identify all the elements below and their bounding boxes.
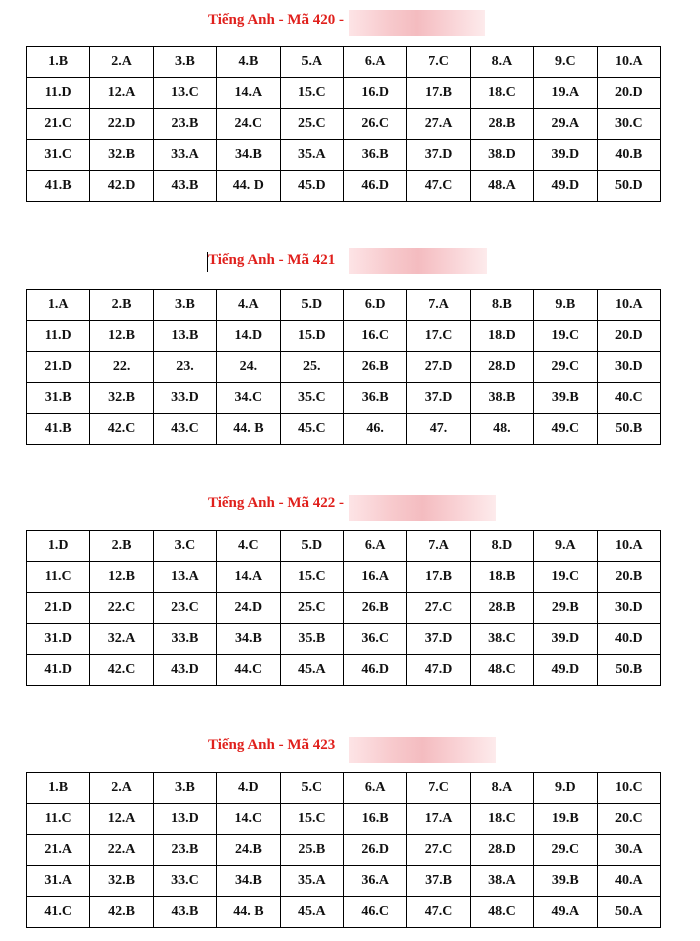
answer-cell: 38.C (470, 624, 533, 655)
table-row (27, 655, 661, 686)
answer-cell: 12.A (90, 78, 153, 109)
answer-cell: 27.C (407, 835, 470, 866)
answer-cell: 28.D (470, 352, 533, 383)
answer-cell: 28.B (470, 593, 533, 624)
answer-cell: 28.D (470, 835, 533, 866)
answer-cell: 8.B (470, 290, 533, 321)
answer-cell: 8.D (470, 531, 533, 562)
answer-cell: 24.B (217, 835, 280, 866)
answer-cell: 17.B (407, 78, 470, 109)
table-row (27, 321, 661, 352)
answer-cell: 34.B (217, 624, 280, 655)
answer-cell: 49.D (534, 655, 597, 686)
answer-cell: 4.A (217, 290, 280, 321)
answer-cell: 32.B (90, 140, 153, 171)
answer-cell: 5.A (280, 47, 343, 78)
answer-cell: 32.A (90, 624, 153, 655)
answer-cell: 5.D (280, 531, 343, 562)
answer-cell: 23.B (153, 835, 216, 866)
answer-cell: 36.B (343, 383, 406, 414)
answer-table-421 (26, 289, 661, 445)
table-row (27, 414, 661, 445)
answer-cell: 27.A (407, 109, 470, 140)
answer-cell: 13.B (153, 321, 216, 352)
answer-cell: 31.C (27, 140, 90, 171)
answer-cell: 41.C (27, 897, 90, 928)
answer-cell: 22. (90, 352, 153, 383)
answer-cell: 33.B (153, 624, 216, 655)
answer-cell: 24.C (217, 109, 280, 140)
answer-cell: 14.C (217, 804, 280, 835)
answer-cell: 16.A (343, 562, 406, 593)
answer-cell: 20.D (597, 78, 660, 109)
answer-cell: 46.C (343, 897, 406, 928)
answer-cell: 5.C (280, 773, 343, 804)
answer-cell: 25.B (280, 835, 343, 866)
answer-cell: 6.A (343, 773, 406, 804)
table-row (27, 352, 661, 383)
answer-cell: 44. D (217, 171, 280, 202)
answer-cell: 35.A (280, 140, 343, 171)
answer-cell: 19.C (534, 562, 597, 593)
answer-cell: 2.B (90, 290, 153, 321)
section-header-421 (0, 248, 700, 276)
answer-cell: 32.B (90, 866, 153, 897)
table-row (27, 140, 661, 171)
answer-cell: 47. (407, 414, 470, 445)
answer-cell: 1.A (27, 290, 90, 321)
answer-cell: 22.C (90, 593, 153, 624)
redacted-area (349, 495, 496, 521)
answer-cell: 18.C (470, 78, 533, 109)
answer-cell: 10.A (597, 47, 660, 78)
answer-cell: 12.A (90, 804, 153, 835)
answer-cell: 7.C (407, 773, 470, 804)
answer-cell: 4.C (217, 531, 280, 562)
answer-cell: 48.A (470, 171, 533, 202)
answer-cell: 19.B (534, 804, 597, 835)
table-row (27, 290, 661, 321)
answer-cell: 4.B (217, 47, 280, 78)
answer-cell: 10.A (597, 290, 660, 321)
answer-cell: 45.A (280, 897, 343, 928)
answer-cell: 48.C (470, 897, 533, 928)
answer-cell: 17.C (407, 321, 470, 352)
answer-cell: 2.A (90, 47, 153, 78)
answer-cell: 20.C (597, 804, 660, 835)
answer-cell: 46.D (343, 171, 406, 202)
table-row (27, 804, 661, 835)
answer-cell: 34.B (217, 866, 280, 897)
answer-cell: 9.D (534, 773, 597, 804)
answer-cell: 1.B (27, 47, 90, 78)
answer-cell: 38.A (470, 866, 533, 897)
answer-cell: 17.A (407, 804, 470, 835)
answer-cell: 14.A (217, 562, 280, 593)
answer-cell: 7.A (407, 290, 470, 321)
redacted-area (349, 737, 496, 763)
answer-cell: 2.A (90, 773, 153, 804)
answer-cell: 31.A (27, 866, 90, 897)
answer-cell: 23. (153, 352, 216, 383)
answer-cell: 38.D (470, 140, 533, 171)
answer-cell: 16.C (343, 321, 406, 352)
answer-cell: 45.C (280, 414, 343, 445)
answer-cell: 16.D (343, 78, 406, 109)
answer-cell: 20.B (597, 562, 660, 593)
answer-cell: 7.C (407, 47, 470, 78)
answer-cell: 35.A (280, 866, 343, 897)
answer-cell: 37.B (407, 866, 470, 897)
answer-cell: 42.C (90, 655, 153, 686)
answer-cell: 21.D (27, 352, 90, 383)
answer-cell: 25.C (280, 593, 343, 624)
answer-cell: 37.D (407, 140, 470, 171)
table-row (27, 624, 661, 655)
answer-cell: 37.D (407, 624, 470, 655)
answer-cell: 29.C (534, 352, 597, 383)
answer-cell: 35.C (280, 383, 343, 414)
answer-cell: 41.B (27, 414, 90, 445)
answer-cell: 50.B (597, 655, 660, 686)
answer-cell: 35.B (280, 624, 343, 655)
answer-cell: 3.B (153, 47, 216, 78)
answer-cell: 44. B (217, 897, 280, 928)
answer-cell: 20.D (597, 321, 660, 352)
answer-cell: 36.B (343, 140, 406, 171)
answer-cell: 30.D (597, 593, 660, 624)
answer-cell: 38.B (470, 383, 533, 414)
answer-cell: 26.D (343, 835, 406, 866)
answer-cell: 33.D (153, 383, 216, 414)
answer-cell: 48.C (470, 655, 533, 686)
answer-cell: 29.C (534, 835, 597, 866)
answer-cell: 12.B (90, 562, 153, 593)
answer-cell: 6.A (343, 47, 406, 78)
answer-cell: 36.A (343, 866, 406, 897)
answer-cell: 22.A (90, 835, 153, 866)
answer-cell: 31.D (27, 624, 90, 655)
answer-cell: 50.A (597, 897, 660, 928)
table-row (27, 562, 661, 593)
table-row (27, 897, 661, 928)
answer-cell: 9.A (534, 531, 597, 562)
answer-cell: 18.D (470, 321, 533, 352)
answer-cell: 34.B (217, 140, 280, 171)
answer-table-422 (26, 530, 661, 686)
answer-cell: 40.C (597, 383, 660, 414)
answer-cell: 21.D (27, 593, 90, 624)
answer-cell: 18.B (470, 562, 533, 593)
table-row (27, 835, 661, 866)
answer-cell: 18.C (470, 804, 533, 835)
answer-cell: 10.C (597, 773, 660, 804)
answer-cell: 13.D (153, 804, 216, 835)
table-row (27, 531, 661, 562)
answer-cell: 39.D (534, 140, 597, 171)
answer-cell: 50.D (597, 171, 660, 202)
answer-cell: 17.B (407, 562, 470, 593)
section-title: Tiếng Anh - Mã 420 - (208, 12, 344, 28)
answer-cell: 33.A (153, 140, 216, 171)
answer-cell: 43.D (153, 655, 216, 686)
answer-cell: 27.C (407, 593, 470, 624)
section-title: Tiếng Anh - Mã 423 (208, 737, 336, 753)
answer-cell: 39.B (534, 866, 597, 897)
answer-cell: 47.D (407, 655, 470, 686)
answer-cell: 44.C (217, 655, 280, 686)
answer-cell: 45.A (280, 655, 343, 686)
answer-cell: 14.D (217, 321, 280, 352)
answer-cell: 21.A (27, 835, 90, 866)
answer-cell: 3.B (153, 773, 216, 804)
answer-cell: 13.A (153, 562, 216, 593)
answer-cell: 8.A (470, 47, 533, 78)
redacted-area (349, 248, 487, 274)
answer-cell: 41.D (27, 655, 90, 686)
answer-cell: 47.C (407, 897, 470, 928)
table-row (27, 773, 661, 804)
answer-cell: 15.D (280, 321, 343, 352)
answer-cell: 43.B (153, 897, 216, 928)
answer-cell: 15.C (280, 562, 343, 593)
answer-cell: 23.C (153, 593, 216, 624)
answer-cell: 40.A (597, 866, 660, 897)
answer-cell: 11.D (27, 78, 90, 109)
answer-cell: 1.D (27, 531, 90, 562)
answer-cell: 11.D (27, 321, 90, 352)
answer-cell: 46. (343, 414, 406, 445)
answer-cell: 26.C (343, 109, 406, 140)
answer-cell: 42.C (90, 414, 153, 445)
answer-cell: 43.B (153, 171, 216, 202)
answer-cell: 16.B (343, 804, 406, 835)
table-row (27, 383, 661, 414)
answer-cell: 29.A (534, 109, 597, 140)
answer-cell: 23.B (153, 109, 216, 140)
answer-cell: 40.D (597, 624, 660, 655)
answer-cell: 26.B (343, 593, 406, 624)
table-row (27, 47, 661, 78)
section-header-422 (0, 491, 700, 519)
answer-cell: 11.C (27, 804, 90, 835)
answer-cell: 3.B (153, 290, 216, 321)
answer-cell: 10.A (597, 531, 660, 562)
answer-cell: 4.D (217, 773, 280, 804)
answer-cell: 49.A (534, 897, 597, 928)
answer-cell: 15.C (280, 78, 343, 109)
answer-cell: 13.C (153, 78, 216, 109)
answer-cell: 39.B (534, 383, 597, 414)
answer-cell: 21.C (27, 109, 90, 140)
answer-cell: 14.A (217, 78, 280, 109)
answer-cell: 42.B (90, 897, 153, 928)
answer-cell: 3.C (153, 531, 216, 562)
redacted-area (349, 10, 485, 36)
answer-cell: 44. B (217, 414, 280, 445)
answer-cell: 26.B (343, 352, 406, 383)
answer-cell: 19.A (534, 78, 597, 109)
table-row (27, 78, 661, 109)
answer-cell: 30.C (597, 109, 660, 140)
answer-cell: 2.B (90, 531, 153, 562)
answer-cell: 27.D (407, 352, 470, 383)
answer-cell: 24.D (217, 593, 280, 624)
answer-cell: 40.B (597, 140, 660, 171)
answer-cell: 6.A (343, 531, 406, 562)
answer-cell: 7.A (407, 531, 470, 562)
table-row (27, 171, 661, 202)
answer-cell: 43.C (153, 414, 216, 445)
answer-cell: 37.D (407, 383, 470, 414)
answer-cell: 15.C (280, 804, 343, 835)
section-header-423 (0, 733, 700, 761)
answer-cell: 25.C (280, 109, 343, 140)
answer-cell: 49.C (534, 414, 597, 445)
section-header-420 (0, 8, 700, 36)
answer-cell: 36.C (343, 624, 406, 655)
section-title: Tiếng Anh - Mã 422 - (208, 495, 344, 511)
table-row (27, 109, 661, 140)
answer-cell: 41.B (27, 171, 90, 202)
table-row (27, 593, 661, 624)
answer-cell: 45.D (280, 171, 343, 202)
answer-cell: 30.D (597, 352, 660, 383)
answer-cell: 32.B (90, 383, 153, 414)
answer-cell: 5.D (280, 290, 343, 321)
answer-cell: 25. (280, 352, 343, 383)
answer-cell: 22.D (90, 109, 153, 140)
answer-table-420 (26, 46, 661, 202)
answer-cell: 48. (470, 414, 533, 445)
section-title: Tiếng Anh - Mã 421 (208, 252, 336, 268)
answer-cell: 1.B (27, 773, 90, 804)
answer-table-423 (26, 772, 661, 928)
answer-cell: 29.B (534, 593, 597, 624)
answer-cell: 33.C (153, 866, 216, 897)
answer-cell: 9.B (534, 290, 597, 321)
answer-cell: 6.D (343, 290, 406, 321)
answer-cell: 19.C (534, 321, 597, 352)
answer-cell: 24. (217, 352, 280, 383)
answer-cell: 42.D (90, 171, 153, 202)
answer-cell: 28.B (470, 109, 533, 140)
answer-cell: 47.C (407, 171, 470, 202)
answer-cell: 8.A (470, 773, 533, 804)
table-row (27, 866, 661, 897)
answer-cell: 11.C (27, 562, 90, 593)
answer-cell: 34.C (217, 383, 280, 414)
answer-cell: 50.B (597, 414, 660, 445)
answer-cell: 31.B (27, 383, 90, 414)
answer-cell: 46.D (343, 655, 406, 686)
answer-cell: 30.A (597, 835, 660, 866)
answer-cell: 39.D (534, 624, 597, 655)
answer-cell: 9.C (534, 47, 597, 78)
answer-cell: 12.B (90, 321, 153, 352)
answer-cell: 49.D (534, 171, 597, 202)
